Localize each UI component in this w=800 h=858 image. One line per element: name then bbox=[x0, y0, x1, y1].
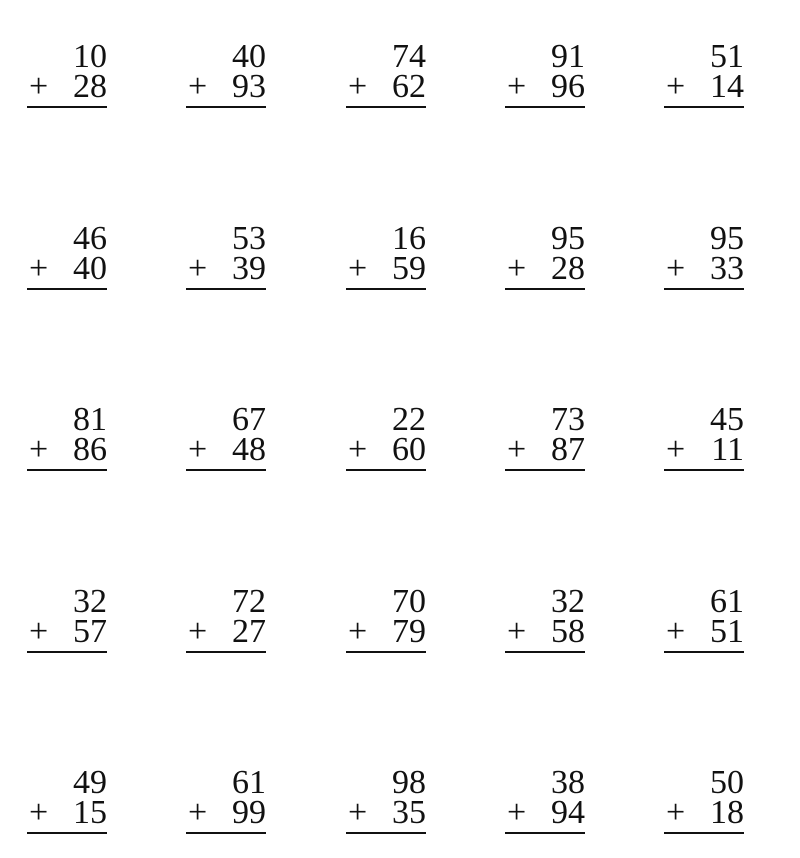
problem-bottom-line bbox=[505, 252, 585, 288]
answer-line bbox=[664, 832, 744, 834]
answer-line bbox=[346, 832, 426, 834]
problem-top-number: 16 bbox=[392, 220, 426, 257]
plus-sign: + bbox=[507, 250, 527, 287]
plus-sign: + bbox=[188, 68, 208, 105]
problem-bottom-line bbox=[664, 70, 744, 106]
answer-line bbox=[505, 651, 585, 653]
problem-bottom-number: 86 bbox=[73, 431, 107, 468]
addition-problem bbox=[505, 222, 585, 292]
plus-sign: + bbox=[666, 431, 686, 468]
plus-sign: + bbox=[348, 613, 368, 650]
addition-problem bbox=[27, 766, 107, 836]
problem-bottom-line bbox=[27, 252, 107, 288]
addition-problem bbox=[664, 585, 744, 655]
problem-bottom-line bbox=[346, 796, 426, 832]
addition-problem bbox=[186, 766, 266, 836]
addition-problem bbox=[505, 40, 585, 110]
plus-sign: + bbox=[666, 250, 686, 287]
problem-bottom-line bbox=[186, 252, 266, 288]
problem-bottom-number: 60 bbox=[392, 431, 426, 468]
plus-sign: + bbox=[29, 250, 49, 287]
problem-bottom-number: 94 bbox=[551, 794, 585, 831]
answer-line bbox=[186, 106, 266, 108]
problem-top-number: 70 bbox=[392, 583, 426, 620]
problem-top-number: 73 bbox=[551, 401, 585, 438]
problem-top-number: 49 bbox=[73, 764, 107, 801]
addition-problem bbox=[346, 766, 426, 836]
problem-bottom-number: 62 bbox=[392, 68, 426, 105]
problem-bottom-number: 58 bbox=[551, 613, 585, 650]
answer-line bbox=[27, 651, 107, 653]
answer-line bbox=[505, 288, 585, 290]
problem-top-number: 50 bbox=[710, 764, 744, 801]
plus-sign: + bbox=[507, 613, 527, 650]
plus-sign: + bbox=[507, 431, 527, 468]
problem-bottom-line bbox=[186, 615, 266, 651]
problem-bottom-line bbox=[27, 70, 107, 106]
plus-sign: + bbox=[29, 431, 49, 468]
problem-bottom-number: 15 bbox=[73, 794, 107, 831]
plus-sign: + bbox=[188, 794, 208, 831]
plus-sign: + bbox=[348, 68, 368, 105]
problem-bottom-number: 93 bbox=[232, 68, 266, 105]
problem-top-number: 72 bbox=[232, 583, 266, 620]
answer-line bbox=[346, 288, 426, 290]
problem-bottom-line bbox=[664, 615, 744, 651]
problem-top-number: 67 bbox=[232, 401, 266, 438]
plus-sign: + bbox=[29, 613, 49, 650]
addition-problem bbox=[664, 222, 744, 292]
problem-bottom-number: 48 bbox=[232, 431, 266, 468]
addition-problem bbox=[664, 766, 744, 836]
problem-top-number: 22 bbox=[392, 401, 426, 438]
plus-sign: + bbox=[29, 68, 49, 105]
addition-problem bbox=[346, 585, 426, 655]
plus-sign: + bbox=[348, 794, 368, 831]
plus-sign: + bbox=[188, 250, 208, 287]
answer-line bbox=[346, 106, 426, 108]
problem-top-number: 61 bbox=[710, 583, 744, 620]
problem-bottom-line bbox=[346, 70, 426, 106]
problem-bottom-line bbox=[505, 796, 585, 832]
answer-line bbox=[664, 106, 744, 108]
problem-top-number: 74 bbox=[392, 38, 426, 75]
addition-problem bbox=[27, 585, 107, 655]
problem-bottom-line bbox=[664, 433, 744, 469]
problem-bottom-number: 96 bbox=[551, 68, 585, 105]
problem-top-number: 81 bbox=[73, 401, 107, 438]
plus-sign: + bbox=[666, 613, 686, 650]
problem-top-number: 53 bbox=[232, 220, 266, 257]
problem-bottom-number: 99 bbox=[232, 794, 266, 831]
problem-bottom-line bbox=[27, 615, 107, 651]
plus-sign: + bbox=[29, 794, 49, 831]
problem-bottom-number: 28 bbox=[551, 250, 585, 287]
answer-line bbox=[346, 651, 426, 653]
problem-bottom-number: 35 bbox=[392, 794, 426, 831]
problem-bottom-number: 59 bbox=[392, 250, 426, 287]
problem-bottom-number: 57 bbox=[73, 613, 107, 650]
addition-problem bbox=[664, 40, 744, 110]
problem-top-number: 91 bbox=[551, 38, 585, 75]
problem-bottom-number: 18 bbox=[710, 794, 744, 831]
addition-problem bbox=[346, 222, 426, 292]
plus-sign: + bbox=[348, 431, 368, 468]
problem-bottom-number: 28 bbox=[73, 68, 107, 105]
answer-line bbox=[505, 832, 585, 834]
answer-line bbox=[346, 469, 426, 471]
problem-bottom-number: 40 bbox=[73, 250, 107, 287]
addition-problem bbox=[186, 585, 266, 655]
problem-bottom-line bbox=[505, 615, 585, 651]
addition-problem bbox=[346, 40, 426, 110]
answer-line bbox=[664, 469, 744, 471]
addition-problem bbox=[186, 222, 266, 292]
problem-top-number: 51 bbox=[710, 38, 744, 75]
problem-bottom-line bbox=[186, 70, 266, 106]
problem-bottom-number: 11 bbox=[711, 431, 744, 468]
answer-line bbox=[27, 106, 107, 108]
problem-top-number: 38 bbox=[551, 764, 585, 801]
addition-problem bbox=[27, 403, 107, 473]
problem-top-number: 98 bbox=[392, 764, 426, 801]
problem-bottom-line bbox=[186, 796, 266, 832]
problem-bottom-number: 14 bbox=[710, 68, 744, 105]
addition-problem bbox=[186, 403, 266, 473]
plus-sign: + bbox=[348, 250, 368, 287]
problem-top-number: 61 bbox=[232, 764, 266, 801]
problem-top-number: 40 bbox=[232, 38, 266, 75]
problem-top-number: 95 bbox=[551, 220, 585, 257]
addition-problem bbox=[27, 222, 107, 292]
problem-bottom-number: 39 bbox=[232, 250, 266, 287]
problem-bottom-line bbox=[505, 433, 585, 469]
answer-line bbox=[664, 288, 744, 290]
problem-bottom-number: 79 bbox=[392, 613, 426, 650]
plus-sign: + bbox=[507, 794, 527, 831]
problem-bottom-number: 27 bbox=[232, 613, 266, 650]
problem-bottom-line bbox=[505, 70, 585, 106]
answer-line bbox=[27, 288, 107, 290]
answer-line bbox=[186, 832, 266, 834]
plus-sign: + bbox=[666, 794, 686, 831]
answer-line bbox=[27, 469, 107, 471]
addition-problem bbox=[505, 766, 585, 836]
addition-problem bbox=[505, 585, 585, 655]
addition-problem bbox=[505, 403, 585, 473]
problem-top-number: 32 bbox=[73, 583, 107, 620]
plus-sign: + bbox=[188, 431, 208, 468]
plus-sign: + bbox=[188, 613, 208, 650]
problem-top-number: 10 bbox=[73, 38, 107, 75]
problem-bottom-line bbox=[346, 433, 426, 469]
problem-bottom-line bbox=[346, 615, 426, 651]
answer-line bbox=[186, 288, 266, 290]
problem-bottom-line bbox=[27, 433, 107, 469]
problem-bottom-number: 33 bbox=[710, 250, 744, 287]
addition-problem bbox=[186, 40, 266, 110]
problem-bottom-line bbox=[664, 252, 744, 288]
problem-bottom-line bbox=[346, 252, 426, 288]
addition-problem bbox=[346, 403, 426, 473]
answer-line bbox=[505, 469, 585, 471]
answer-line bbox=[186, 651, 266, 653]
answer-line bbox=[186, 469, 266, 471]
problem-bottom-number: 87 bbox=[551, 431, 585, 468]
problem-bottom-line bbox=[27, 796, 107, 832]
addition-problem bbox=[27, 40, 107, 110]
problem-bottom-line bbox=[186, 433, 266, 469]
problem-top-number: 45 bbox=[710, 401, 744, 438]
problem-bottom-line bbox=[664, 796, 744, 832]
answer-line bbox=[27, 832, 107, 834]
problem-top-number: 32 bbox=[551, 583, 585, 620]
answer-line bbox=[664, 651, 744, 653]
plus-sign: + bbox=[507, 68, 527, 105]
answer-line bbox=[505, 106, 585, 108]
problem-bottom-number: 51 bbox=[710, 613, 744, 650]
addition-problem bbox=[664, 403, 744, 473]
problem-top-number: 95 bbox=[710, 220, 744, 257]
problem-top-number: 46 bbox=[73, 220, 107, 257]
plus-sign: + bbox=[666, 68, 686, 105]
